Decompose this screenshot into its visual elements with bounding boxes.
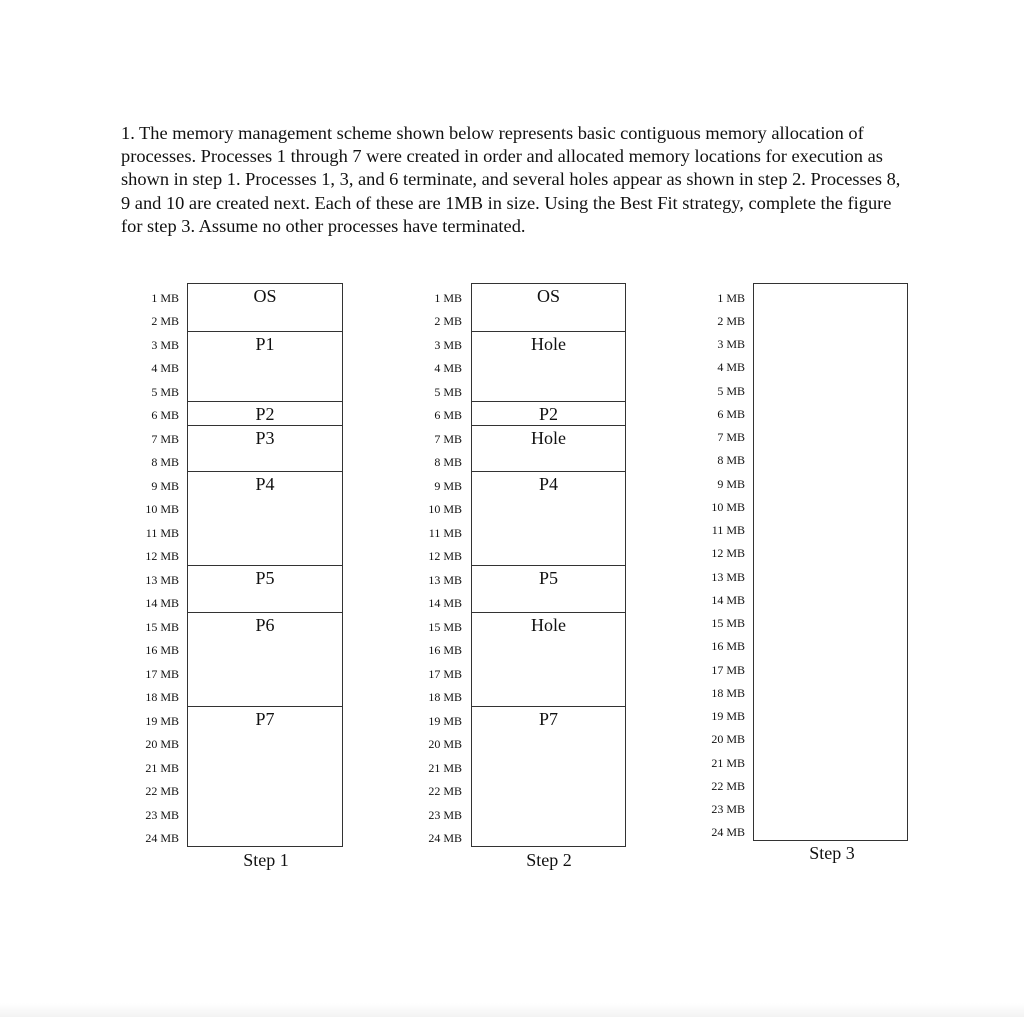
memory-label: 12 MB bbox=[428, 549, 462, 564]
memory-block-p3 bbox=[188, 425, 342, 472]
memory-block-hole bbox=[472, 331, 625, 401]
memory-block-label: P4 bbox=[255, 474, 275, 495]
memory-label: 23 MB bbox=[711, 802, 745, 817]
memory-label: 12 MB bbox=[711, 546, 745, 561]
memory-block-label: OS bbox=[253, 286, 277, 306]
memory-label: 15 MB bbox=[711, 616, 745, 631]
memory-block-p4 bbox=[472, 471, 625, 565]
memory-label: 2 MB bbox=[151, 314, 179, 329]
memory-label: 2 MB bbox=[717, 313, 745, 328]
memory-block-hole bbox=[472, 612, 625, 706]
step1-memory-labels bbox=[123, 283, 179, 847]
memory-block-os bbox=[188, 284, 342, 331]
memory-label: 10 MB bbox=[145, 502, 179, 517]
memory-label: 11 MB bbox=[711, 523, 745, 538]
memory-label: 3 MB bbox=[151, 337, 179, 352]
memory-label: 1 MB bbox=[434, 290, 462, 305]
memory-block-p5 bbox=[472, 565, 625, 612]
memory-label: 21 MB bbox=[145, 760, 179, 775]
memory-label: 23 MB bbox=[145, 807, 179, 822]
step2-memory-labels bbox=[406, 283, 462, 847]
memory-label: 23 MB bbox=[428, 807, 462, 822]
memory-block-label: OS bbox=[536, 286, 560, 306]
memory-label: 19 MB bbox=[428, 713, 462, 728]
memory-label: 9 MB bbox=[717, 476, 745, 491]
memory-label: 19 MB bbox=[145, 713, 179, 728]
memory-label: 15 MB bbox=[428, 619, 462, 634]
step2-memory-column bbox=[471, 283, 626, 847]
memory-label: 5 MB bbox=[717, 383, 745, 398]
memory-label: 9 MB bbox=[151, 478, 179, 493]
memory-block-label: Hole bbox=[531, 333, 566, 354]
memory-label: 21 MB bbox=[428, 760, 462, 775]
question-text: 1. The memory management scheme shown below represents basic contiguous memory allocation of processes. Processes 1 through 7 were created in order and allocated memory locations for execution as shown in step 1. Processes 1, 3, and 6 terminate, and several holes appear as shown in step 2. Processes 8, 9 and 10 are created next. Each of these are 1MB in size. Using the Best Fit strategy, complete the figure for step 3. Assume no other processes have terminated. bbox=[121, 123, 901, 236]
memory-block-os bbox=[472, 284, 625, 331]
step3-memory-column[interactable] bbox=[753, 283, 908, 841]
memory-label: 11 MB bbox=[428, 525, 462, 540]
memory-label: 16 MB bbox=[711, 639, 745, 654]
memory-label: 5 MB bbox=[151, 384, 179, 399]
memory-label: 10 MB bbox=[428, 502, 462, 517]
memory-label: 19 MB bbox=[711, 709, 745, 724]
memory-label: 6 MB bbox=[717, 406, 745, 421]
memory-label: 17 MB bbox=[428, 666, 462, 681]
step1-memory-column bbox=[187, 283, 343, 847]
step2-caption: Step 2 bbox=[526, 850, 572, 870]
memory-label: 7 MB bbox=[434, 431, 462, 446]
memory-label: 1 MB bbox=[151, 290, 179, 305]
memory-label: 6 MB bbox=[151, 408, 179, 423]
memory-block-label: Hole bbox=[531, 427, 566, 448]
memory-block-hole bbox=[472, 425, 625, 472]
memory-label: 4 MB bbox=[717, 360, 745, 375]
memory-label: 21 MB bbox=[711, 755, 745, 770]
memory-label: 17 MB bbox=[145, 666, 179, 681]
memory-label: 20 MB bbox=[428, 737, 462, 752]
memory-block-label: P2 bbox=[538, 404, 558, 425]
memory-label: 8 MB bbox=[717, 453, 745, 468]
memory-block-p2 bbox=[472, 401, 625, 424]
step3-caption: Step 3 bbox=[809, 843, 855, 863]
memory-block-label: P5 bbox=[255, 568, 275, 588]
memory-label: 18 MB bbox=[145, 690, 179, 705]
memory-block-label: P2 bbox=[255, 404, 275, 425]
memory-label: 13 MB bbox=[711, 569, 745, 584]
memory-block-p2 bbox=[188, 401, 342, 424]
page-bottom-shadow bbox=[0, 1003, 1024, 1017]
memory-block-label: P6 bbox=[255, 614, 275, 635]
memory-block-label: P5 bbox=[538, 568, 558, 588]
memory-label: 20 MB bbox=[711, 732, 745, 747]
memory-label: 22 MB bbox=[711, 778, 745, 793]
memory-label: 4 MB bbox=[434, 361, 462, 376]
memory-label: 9 MB bbox=[434, 478, 462, 493]
memory-label: 24 MB bbox=[145, 831, 179, 846]
memory-label: 7 MB bbox=[151, 431, 179, 446]
memory-block-label: P1 bbox=[255, 333, 275, 354]
memory-label: 3 MB bbox=[717, 337, 745, 352]
memory-label: 8 MB bbox=[151, 455, 179, 470]
memory-label: 4 MB bbox=[151, 361, 179, 376]
memory-block-label: P4 bbox=[538, 474, 558, 495]
memory-label: 22 MB bbox=[428, 784, 462, 799]
memory-label: 24 MB bbox=[711, 825, 745, 840]
memory-label: 24 MB bbox=[428, 831, 462, 846]
step1-caption: Step 1 bbox=[243, 850, 289, 870]
memory-label: 6 MB bbox=[434, 408, 462, 423]
memory-label: 13 MB bbox=[145, 572, 179, 587]
memory-label: 15 MB bbox=[145, 619, 179, 634]
memory-block-label: P7 bbox=[255, 708, 275, 729]
memory-label: 18 MB bbox=[428, 690, 462, 705]
memory-label: 20 MB bbox=[145, 737, 179, 752]
memory-label: 3 MB bbox=[434, 337, 462, 352]
memory-label: 16 MB bbox=[428, 643, 462, 658]
memory-block-p7 bbox=[472, 706, 625, 847]
memory-block-p4 bbox=[188, 471, 342, 565]
memory-label: 7 MB bbox=[717, 430, 745, 445]
memory-block-label: P7 bbox=[538, 708, 558, 729]
memory-label: 1 MB bbox=[717, 290, 745, 305]
memory-label: 5 MB bbox=[434, 384, 462, 399]
memory-block-p1 bbox=[188, 331, 342, 401]
memory-label: 11 MB bbox=[145, 525, 179, 540]
memory-label: 12 MB bbox=[145, 549, 179, 564]
memory-label: 14 MB bbox=[711, 592, 745, 607]
memory-label: 17 MB bbox=[711, 662, 745, 677]
memory-label: 14 MB bbox=[145, 596, 179, 611]
memory-label: 18 MB bbox=[711, 685, 745, 700]
memory-block-p5 bbox=[188, 565, 342, 612]
step3-memory-labels bbox=[689, 283, 745, 841]
memory-label: 2 MB bbox=[434, 314, 462, 329]
memory-block-p7 bbox=[188, 706, 342, 847]
memory-label: 14 MB bbox=[428, 596, 462, 611]
memory-label: 22 MB bbox=[145, 784, 179, 799]
memory-block-p6 bbox=[188, 612, 342, 706]
memory-label: 16 MB bbox=[145, 643, 179, 658]
memory-label: 8 MB bbox=[434, 455, 462, 470]
memory-label: 13 MB bbox=[428, 572, 462, 587]
memory-block-label: Hole bbox=[531, 614, 566, 635]
memory-label: 10 MB bbox=[711, 499, 745, 514]
memory-block-label: P3 bbox=[255, 427, 275, 448]
